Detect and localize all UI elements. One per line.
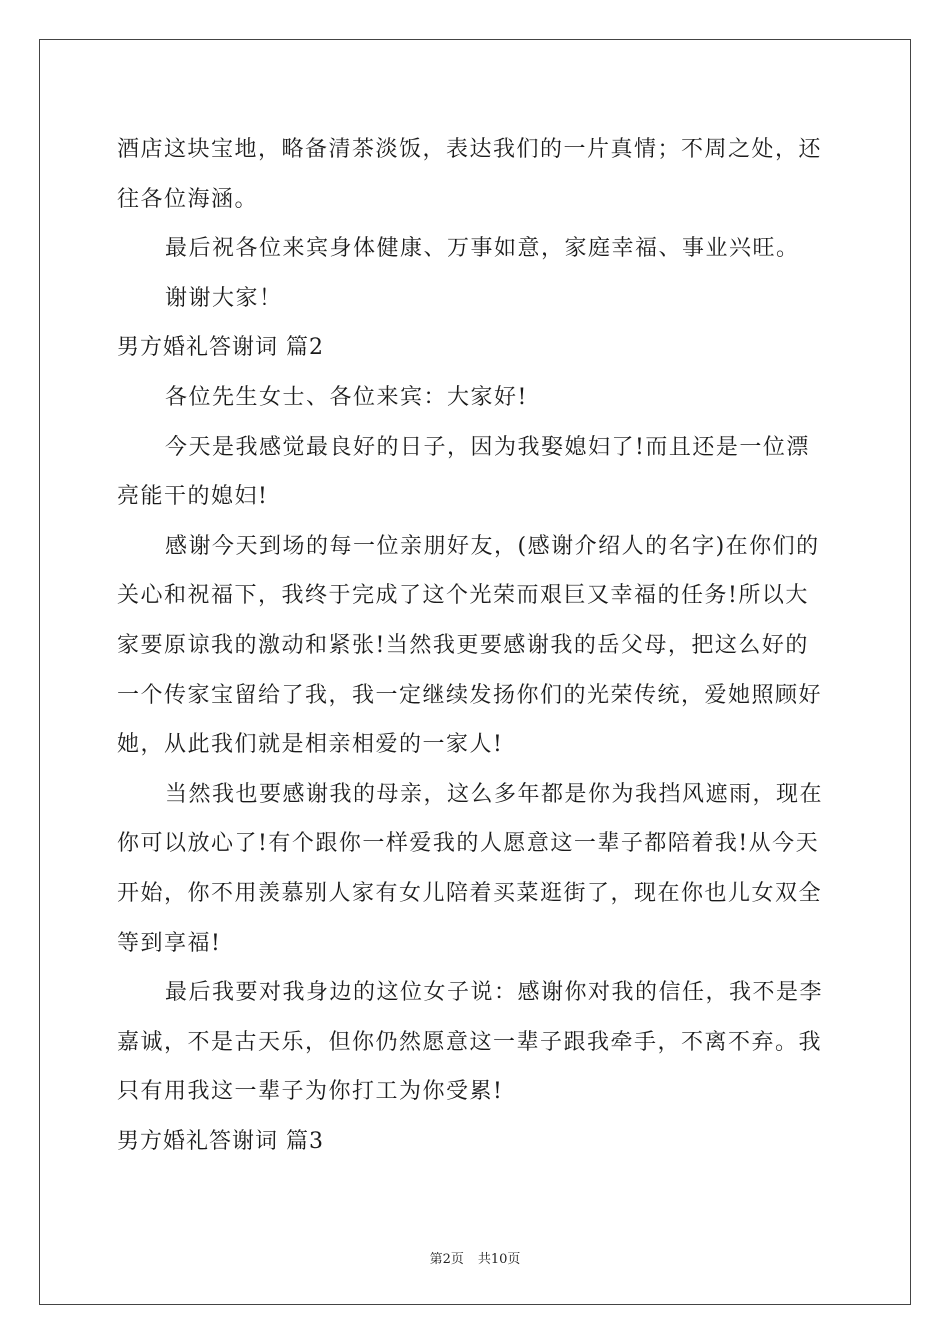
text-line: 最后祝各位来宾身体健康、万事如意，家庭幸福、事业兴旺。 bbox=[165, 236, 800, 262]
page-number: 第2页 bbox=[429, 1252, 464, 1267]
text-line: 嘉诚，不是古天乐，但你仍然愿意这一辈子跟我牵手，不离不弃。我 bbox=[117, 1029, 823, 1055]
text-line: 她，从此我们就是相亲相爱的一家人! bbox=[117, 732, 504, 758]
section-heading: 男方婚礼答谢词 篇3 bbox=[117, 1128, 324, 1154]
text-line: 各位先生女士、各位来宾：大家好! bbox=[165, 384, 528, 410]
section-heading: 男方婚礼答谢词 篇2 bbox=[117, 335, 324, 361]
text-line: 只有用我这一辈子为你打工为你受累! bbox=[117, 1079, 504, 1105]
text-line: 家要原谅我的激动和紧张!当然我更要感谢我的岳父母，把这么好的 bbox=[117, 632, 809, 658]
document-body bbox=[117, 125, 839, 1166]
text-line: 关心和祝福下，我终于完成了这个光荣而艰巨又幸福的任务!所以大 bbox=[117, 583, 809, 609]
page-footer bbox=[0, 1248, 950, 1267]
text-line: 谢谢大家！ bbox=[165, 285, 283, 311]
text-line: 酒店这块宝地，略备清茶淡饭，表达我们的一片真情；不周之处，还 bbox=[117, 137, 823, 162]
text-line: 亮能干的媳妇! bbox=[117, 484, 269, 510]
text-line: 开始，你不用羡慕别人家有女儿陪着买菜逛街了，现在你也儿女双全 bbox=[117, 880, 823, 906]
text-line: 感谢今天到场的每一位亲朋好友，(感谢介绍人的名字)在你们的 bbox=[165, 533, 820, 559]
text-line: 当然我也要感谢我的母亲，这么多年都是你为我挡风遮雨，现在 bbox=[165, 781, 824, 807]
text-line: 往各位海涵。 bbox=[117, 186, 259, 212]
page-total: 共10页 bbox=[477, 1252, 521, 1267]
text-line: 今天是我感觉最良好的日子，因为我娶媳妇了!而且还是一位漂 bbox=[165, 434, 810, 460]
text-line: 你可以放心了!有个跟你一样爱我的人愿意这一辈子都陪着我!从今天 bbox=[117, 831, 820, 857]
text-line: 一个传家宝留给了我，我一定继续发扬你们的光荣传统，爱她照顾好 bbox=[117, 682, 823, 708]
text-line: 等到享福! bbox=[117, 930, 222, 956]
text-line: 最后我要对我身边的这位女子说：感谢你对我的信任，我不是李 bbox=[165, 980, 824, 1006]
